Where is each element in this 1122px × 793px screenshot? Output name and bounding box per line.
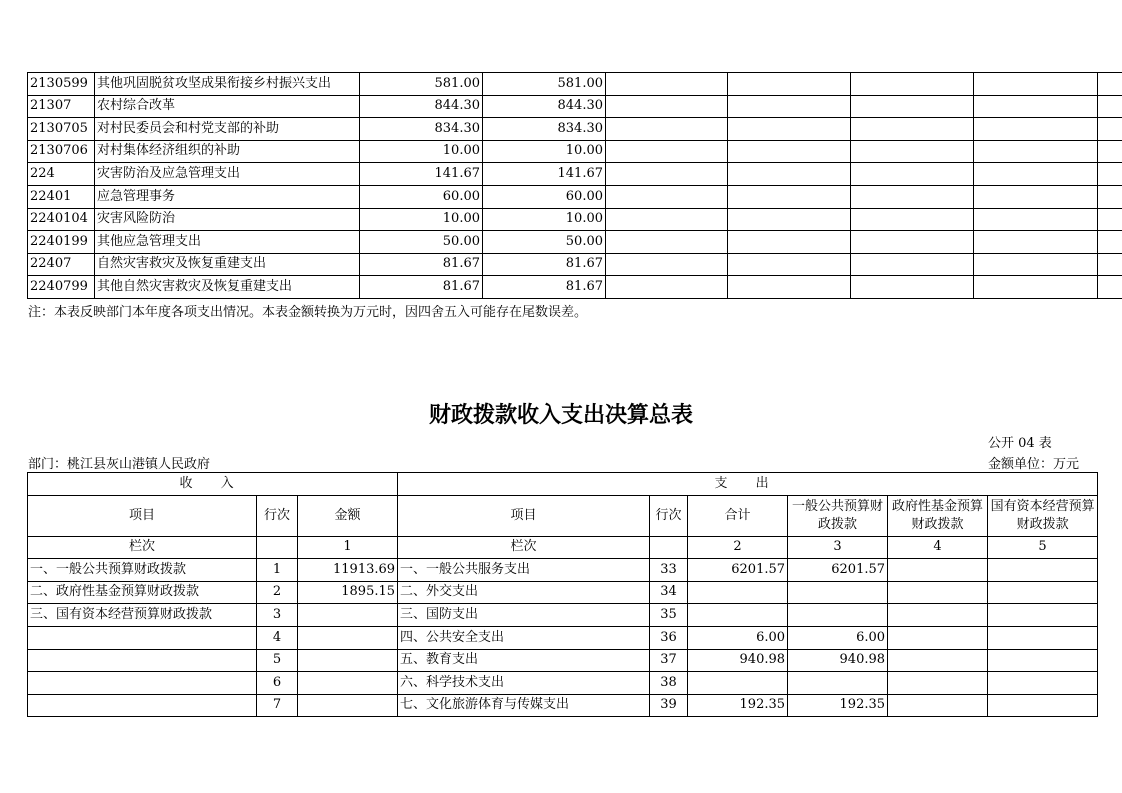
expense-row-no: 36 <box>650 626 688 649</box>
basic-amount: 81.67 <box>483 276 606 299</box>
total-amount: 581.00 <box>360 73 483 96</box>
empty-cell <box>728 140 851 163</box>
expense-row-no: 39 <box>650 694 688 717</box>
table-row <box>28 185 1122 208</box>
empty-cell <box>988 581 1098 604</box>
total-amount: 141.67 <box>360 163 483 186</box>
expense-total <box>688 672 788 695</box>
col-income-row-no: 行次 <box>257 495 298 536</box>
empty-cell <box>851 253 974 276</box>
empty-cell <box>851 140 974 163</box>
empty-cell <box>1098 95 1122 118</box>
index-4: 4 <box>888 536 988 559</box>
empty-cell <box>728 231 851 254</box>
income-row-no: 2 <box>257 581 298 604</box>
basic-amount: 50.00 <box>483 231 606 254</box>
empty-cell <box>606 185 728 208</box>
empty-cell <box>974 253 1098 276</box>
expense-general <box>788 604 888 627</box>
expense-total: 940.98 <box>688 649 788 672</box>
income-item: 一、一般公共预算财政拨款 <box>28 559 257 582</box>
empty-cell <box>974 73 1098 96</box>
empty-cell <box>257 536 298 559</box>
column-header-row <box>28 495 1098 536</box>
subject-code: 2240104 <box>28 208 95 231</box>
col-general-budget: 一般公共预算财政拨款 <box>788 495 888 536</box>
expense-general: 940.98 <box>788 649 888 672</box>
empty-cell <box>974 95 1098 118</box>
income-amount <box>298 604 398 627</box>
empty-cell <box>1098 253 1122 276</box>
table-row <box>28 163 1122 186</box>
empty-cell <box>1098 208 1122 231</box>
total-amount: 81.67 <box>360 276 483 299</box>
empty-cell <box>988 604 1098 627</box>
expense-general: 192.35 <box>788 694 888 717</box>
empty-cell <box>1098 118 1122 141</box>
income-item: 三、国有资本经营预算财政拨款 <box>28 604 257 627</box>
income-row-no: 5 <box>257 649 298 672</box>
index-1: 1 <box>298 536 398 559</box>
subject-name: 对村民委员会和村党支部的补助 <box>95 118 360 141</box>
table-row <box>28 140 1122 163</box>
index-label-income: 栏次 <box>28 536 257 559</box>
income-header <box>28 473 398 496</box>
basic-amount: 60.00 <box>483 185 606 208</box>
col-gov-fund: 政府性基金预算财政拨款 <box>888 495 988 536</box>
col-income-amount: 金额 <box>298 495 398 536</box>
table-row <box>28 581 1098 604</box>
expense-row-no: 38 <box>650 672 688 695</box>
total-amount: 844.30 <box>360 95 483 118</box>
empty-cell <box>988 626 1098 649</box>
fiscal-summary-body <box>28 473 1098 717</box>
expense-item: 三、国防支出 <box>398 604 650 627</box>
empty-cell <box>851 185 974 208</box>
empty-cell <box>728 163 851 186</box>
empty-cell <box>974 140 1098 163</box>
index-2: 2 <box>688 536 788 559</box>
income-amount <box>298 649 398 672</box>
empty-cell <box>974 163 1098 186</box>
expense-header-label: 支 出 <box>714 475 781 491</box>
expense-total: 192.35 <box>688 694 788 717</box>
subject-code: 2130599 <box>28 73 95 96</box>
total-amount: 10.00 <box>360 140 483 163</box>
table-row <box>28 231 1122 254</box>
column-index-row <box>28 536 1098 559</box>
income-item <box>28 649 257 672</box>
expense-total <box>688 581 788 604</box>
empty-cell <box>851 73 974 96</box>
empty-cell <box>728 118 851 141</box>
expense-total <box>688 604 788 627</box>
table-row <box>28 649 1098 672</box>
empty-cell <box>606 208 728 231</box>
expense-general <box>788 581 888 604</box>
subject-code: 22407 <box>28 253 95 276</box>
empty-cell <box>851 118 974 141</box>
empty-cell <box>606 163 728 186</box>
empty-cell <box>988 694 1098 717</box>
expense-item: 一、一般公共服务支出 <box>398 559 650 582</box>
index-3: 3 <box>788 536 888 559</box>
income-item <box>28 672 257 695</box>
expense-total: 6201.57 <box>688 559 788 582</box>
expense-total: 6.00 <box>688 626 788 649</box>
expense-item: 五、教育支出 <box>398 649 650 672</box>
basic-amount: 844.30 <box>483 95 606 118</box>
col-income-item: 项目 <box>28 495 257 536</box>
table-note: 注：本表反映部门本年度各项支出情况。本表金额转换为万元时，因四舍五入可能存在尾数误差。 <box>28 305 588 320</box>
subject-name: 灾害防治及应急管理支出 <box>95 163 360 186</box>
subject-code: 2130706 <box>28 140 95 163</box>
subject-code: 2240199 <box>28 231 95 254</box>
empty-cell <box>974 185 1098 208</box>
expense-item: 四、公共安全支出 <box>398 626 650 649</box>
expense-row-no: 33 <box>650 559 688 582</box>
empty-cell <box>606 73 728 96</box>
empty-cell <box>1098 163 1122 186</box>
table-row <box>28 73 1122 96</box>
empty-cell <box>888 604 988 627</box>
empty-cell <box>974 118 1098 141</box>
table-row <box>28 208 1122 231</box>
expense-general: 6.00 <box>788 626 888 649</box>
table-row <box>28 626 1098 649</box>
total-amount: 10.00 <box>360 208 483 231</box>
empty-cell <box>650 536 688 559</box>
total-amount: 60.00 <box>360 185 483 208</box>
income-amount <box>298 694 398 717</box>
table-row <box>28 559 1098 582</box>
department-label: 部门：桃江县灰山港镇人民政府 <box>28 457 211 472</box>
empty-cell <box>974 231 1098 254</box>
empty-cell <box>888 626 988 649</box>
table-row <box>28 694 1098 717</box>
subject-code: 2130705 <box>28 118 95 141</box>
page-title: 财政拨款收入支出决算总表 <box>428 402 693 428</box>
empty-cell <box>851 231 974 254</box>
expense-general <box>788 672 888 695</box>
empty-cell <box>1098 73 1122 96</box>
subject-name: 应急管理事务 <box>95 185 360 208</box>
subject-name: 对村集体经济组织的补助 <box>95 140 360 163</box>
expense-row-no: 37 <box>650 649 688 672</box>
empty-cell <box>728 276 851 299</box>
empty-cell <box>851 208 974 231</box>
empty-cell <box>606 276 728 299</box>
basic-amount: 581.00 <box>483 73 606 96</box>
income-amount: 11913.69 <box>298 559 398 582</box>
expense-row-no: 35 <box>650 604 688 627</box>
empty-cell <box>1098 185 1122 208</box>
income-row-no: 1 <box>257 559 298 582</box>
empty-cell <box>728 208 851 231</box>
subject-name: 其他应急管理支出 <box>95 231 360 254</box>
income-amount <box>298 672 398 695</box>
form-number: 公开 04 表 <box>988 436 1052 451</box>
income-row-no: 4 <box>257 626 298 649</box>
subject-code: 2240799 <box>28 276 95 299</box>
subject-name: 灾害风险防治 <box>95 208 360 231</box>
expense-item: 二、外交支出 <box>398 581 650 604</box>
empty-cell <box>1098 140 1122 163</box>
empty-cell <box>606 253 728 276</box>
table-row <box>28 118 1122 141</box>
income-row-no: 7 <box>257 694 298 717</box>
empty-cell <box>974 208 1098 231</box>
expenditure-detail-body <box>28 73 1122 299</box>
subject-code: 21307 <box>28 95 95 118</box>
expense-header <box>398 473 1098 496</box>
subject-name: 其他巩固脱贫攻坚成果衔接乡村振兴支出 <box>95 73 360 96</box>
empty-cell <box>888 672 988 695</box>
empty-cell <box>606 231 728 254</box>
amount-unit-label: 金额单位：万元 <box>988 457 1080 472</box>
col-expense-total: 合计 <box>688 495 788 536</box>
empty-cell <box>728 185 851 208</box>
empty-cell <box>888 694 988 717</box>
empty-cell <box>851 163 974 186</box>
index-5: 5 <box>988 536 1098 559</box>
empty-cell <box>988 559 1098 582</box>
empty-cell <box>974 276 1098 299</box>
subject-name: 其他自然灾害救灾及恢复重建支出 <box>95 276 360 299</box>
expense-item: 七、文化旅游体育与传媒支出 <box>398 694 650 717</box>
index-label-expense: 栏次 <box>398 536 650 559</box>
table-row <box>28 95 1122 118</box>
table-row <box>28 276 1122 299</box>
subject-code: 224 <box>28 163 95 186</box>
basic-amount: 81.67 <box>483 253 606 276</box>
empty-cell <box>1098 276 1122 299</box>
basic-amount: 10.00 <box>483 208 606 231</box>
expense-general: 6201.57 <box>788 559 888 582</box>
basic-amount: 10.00 <box>483 140 606 163</box>
total-amount: 81.67 <box>360 253 483 276</box>
empty-cell <box>851 276 974 299</box>
income-row-no: 6 <box>257 672 298 695</box>
col-state-capital: 国有资本经营预算财政拨款 <box>988 495 1098 536</box>
empty-cell <box>728 95 851 118</box>
income-header-label: 收 入 <box>179 475 246 491</box>
empty-cell <box>606 118 728 141</box>
total-amount: 50.00 <box>360 231 483 254</box>
subject-name: 农村综合改革 <box>95 95 360 118</box>
empty-cell <box>606 140 728 163</box>
subject-name: 自然灾害救灾及恢复重建支出 <box>95 253 360 276</box>
empty-cell <box>728 73 851 96</box>
table-row <box>28 604 1098 627</box>
income-item: 二、政府性基金预算财政拨款 <box>28 581 257 604</box>
section-header-row <box>28 473 1098 496</box>
income-item <box>28 626 257 649</box>
empty-cell <box>728 253 851 276</box>
expense-row-no: 34 <box>650 581 688 604</box>
basic-amount: 141.67 <box>483 163 606 186</box>
fiscal-summary-table <box>27 472 1098 717</box>
income-amount: 1895.15 <box>298 581 398 604</box>
empty-cell <box>888 559 988 582</box>
empty-cell <box>888 581 988 604</box>
income-row-no: 3 <box>257 604 298 627</box>
empty-cell <box>888 649 988 672</box>
income-item <box>28 694 257 717</box>
empty-cell <box>1098 231 1122 254</box>
basic-amount: 834.30 <box>483 118 606 141</box>
expenditure-detail-table <box>27 72 1122 299</box>
expense-item: 六、科学技术支出 <box>398 672 650 695</box>
subject-code: 22401 <box>28 185 95 208</box>
empty-cell <box>851 95 974 118</box>
col-expense-row-no: 行次 <box>650 495 688 536</box>
empty-cell <box>988 649 1098 672</box>
empty-cell <box>988 672 1098 695</box>
income-amount <box>298 626 398 649</box>
empty-cell <box>606 95 728 118</box>
table-row <box>28 672 1098 695</box>
col-expense-item: 项目 <box>398 495 650 536</box>
table-row <box>28 253 1122 276</box>
total-amount: 834.30 <box>360 118 483 141</box>
